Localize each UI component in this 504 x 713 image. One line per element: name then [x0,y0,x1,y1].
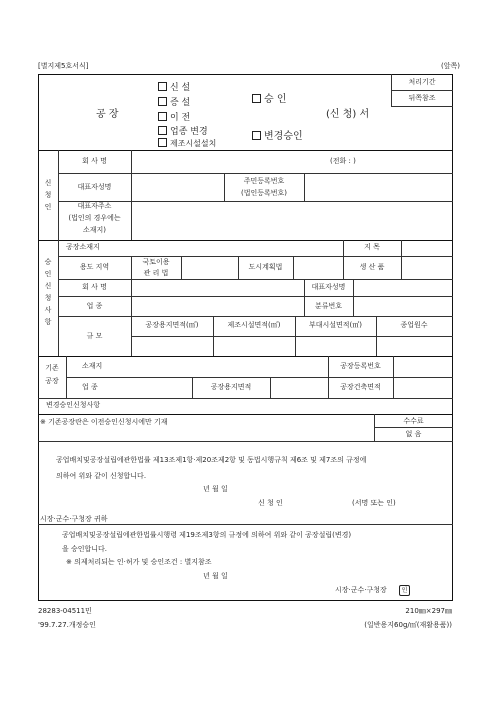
divider [131,150,132,240]
title-option-facility[interactable]: 제조시설설치 [158,138,216,149]
processing-period-label: 처리기간 [408,78,436,86]
rep-address-note-1: (법인의 경우에는 [68,214,121,222]
rep-address-note-2: 소재지) [82,226,107,234]
existing-note: ※ 기존공장란은 이전승인신청시에만 기재 [40,418,168,426]
approval-section-3: 신 [44,282,52,290]
divider [38,240,453,241]
divider [401,240,402,279]
change-items-label: 변경승인신청사항 [46,401,101,409]
existing-section-1: 기존 [45,364,59,372]
footer-code: 28283-04511민 [38,607,92,615]
company-name-label: 회 사 명 [82,157,107,165]
divider [66,377,453,378]
divider [38,356,453,357]
land-use-plan-1: 국토이용 [142,258,170,266]
title-option-expand[interactable]: 증 설 [158,95,190,108]
checkbox-icon [158,126,167,135]
divider [58,173,453,174]
divider [391,90,453,91]
divider [270,377,271,398]
class-no-label: 분류번호 [314,302,343,310]
statement-date: 년 월 일 [203,485,228,493]
divider [353,279,354,316]
applicant-section-3: 인 [44,203,52,211]
divider [131,336,453,337]
divider [393,356,394,398]
land-category-label: 지 목 [364,243,380,251]
footer-size: 210㎜×297㎜ [405,607,452,615]
seal-mark: 인 [399,585,410,596]
divider [38,524,453,525]
title-option-relocate[interactable]: 이 전 [158,110,190,123]
title-option-industry-change[interactable]: 업종 변경 [158,124,208,137]
statement-recipient: 시장·군수·구청장 귀하 [40,515,108,523]
approval-date: 년 월 일 [203,572,228,580]
checkbox-icon [252,94,261,103]
applicant-section-1: 신 [44,179,52,187]
existing-industry-label: 업 종 [82,383,98,391]
land-use-plan-2: 관 리 법 [143,269,169,277]
approval-section-2: 인 [44,270,52,278]
approval-line-1: 공업배치및공장설립에관한법률시행령 제19조제3항의 규정에 의하여 위와 같이 공장설립(변경) [62,531,352,539]
approval-section-4: 청 [44,294,52,302]
approval-section-1: 승 [44,258,52,266]
rep-address-label: 대표자주소 [77,202,112,210]
divider [58,279,453,280]
existing-reg-no-label: 공장등록번호 [340,362,381,370]
footer-paper: (일반용지60g/㎡(재활용품)) [364,621,452,629]
corp-no-label: (법인등록번호) [240,189,288,197]
phone-label[interactable]: (전화 : ) [330,157,356,165]
checkbox-icon [158,82,167,91]
fee-value: 없 음 [405,430,422,438]
page-side: (앞쪽) [441,62,460,70]
rep-name-label: 대표자성명 [77,183,112,191]
frame-right [452,74,453,600]
divider [38,150,453,151]
frame-left [38,74,39,600]
divider [58,201,453,202]
statement-sign-label: (서명 또는 인) [352,499,396,507]
production-label: 생 산 품 [359,263,385,271]
checkbox-icon [158,138,167,147]
title-word: 공 장 [96,109,119,120]
existing-section-2: 공장 [45,377,59,385]
site-area-label: 공장용지면적(㎡) [145,321,199,329]
existing-site-area-label: 공장용지면적 [210,383,252,391]
approval-section-5: 사 [44,306,52,314]
title-option-new[interactable]: 신 설 [158,80,190,93]
see-back-label: 뒤쪽참조 [408,94,436,102]
divider [38,414,453,415]
use-zone-label: 용도 지역 [79,263,110,271]
city-plan-label: 도시계획법 [248,263,283,271]
statement-line-2: 의하여 위와 같이 신청합니다. [56,472,147,480]
approval-line-2: 을 승인합니다. [62,545,108,553]
title-approval[interactable]: 승 인 [252,90,287,105]
divider [38,398,453,399]
checkbox-icon [158,112,167,121]
approval-signer: 시장·군수·구청장 [335,586,387,594]
divider [38,441,453,442]
approval-line-3: ※ 의제처리되는 인·허가 및 승인조건 : 별지참조 [66,558,212,566]
statement-applicant-label: 신 청 인 [258,499,283,507]
fee-label: 수수료 [403,417,424,425]
divider [58,256,453,257]
statement-line-1: 공업배치및공장설립에관한법률 제13조제1항·제20조제2항 및 동법시행규칙 제6조 및 제7조의 규정에 [56,456,367,464]
frame-bottom [38,600,453,601]
employees-label: 종업원수 [400,321,428,329]
divider [304,173,305,201]
title-change-approval[interactable]: 변경승인 [252,127,303,142]
divider [58,316,453,317]
existing-location-label: 소재지 [82,362,103,370]
divider [181,256,182,279]
scale-label: 규 모 [86,332,103,340]
applicant-section-2: 청 [44,191,52,199]
factory-location-label: 공장소재지 [66,243,100,251]
aux-area-label: 부대시설면적(㎡) [308,321,363,329]
resident-no-label: 주민등록번호 [243,177,285,185]
approval-section-6: 항 [44,318,52,326]
title-apply-form: (신 청) 서 [326,109,370,120]
divider [391,106,453,107]
approval-rep-name-label: 대표자성명 [311,283,346,291]
checkbox-icon [158,97,167,106]
checkbox-icon [252,131,261,140]
footer-revised: '99.7.27.개정승인 [38,621,96,629]
industry-label: 업 종 [86,302,103,310]
approval-company-name-label: 회 사 명 [82,283,107,291]
divider [293,256,294,279]
form-number: [별지제5호서식] [38,62,89,70]
mfg-area-label: 제조시설면적(㎡) [227,321,281,329]
existing-building-area-label: 공장건축면적 [340,383,381,391]
divider [58,296,453,297]
divider [374,427,453,428]
